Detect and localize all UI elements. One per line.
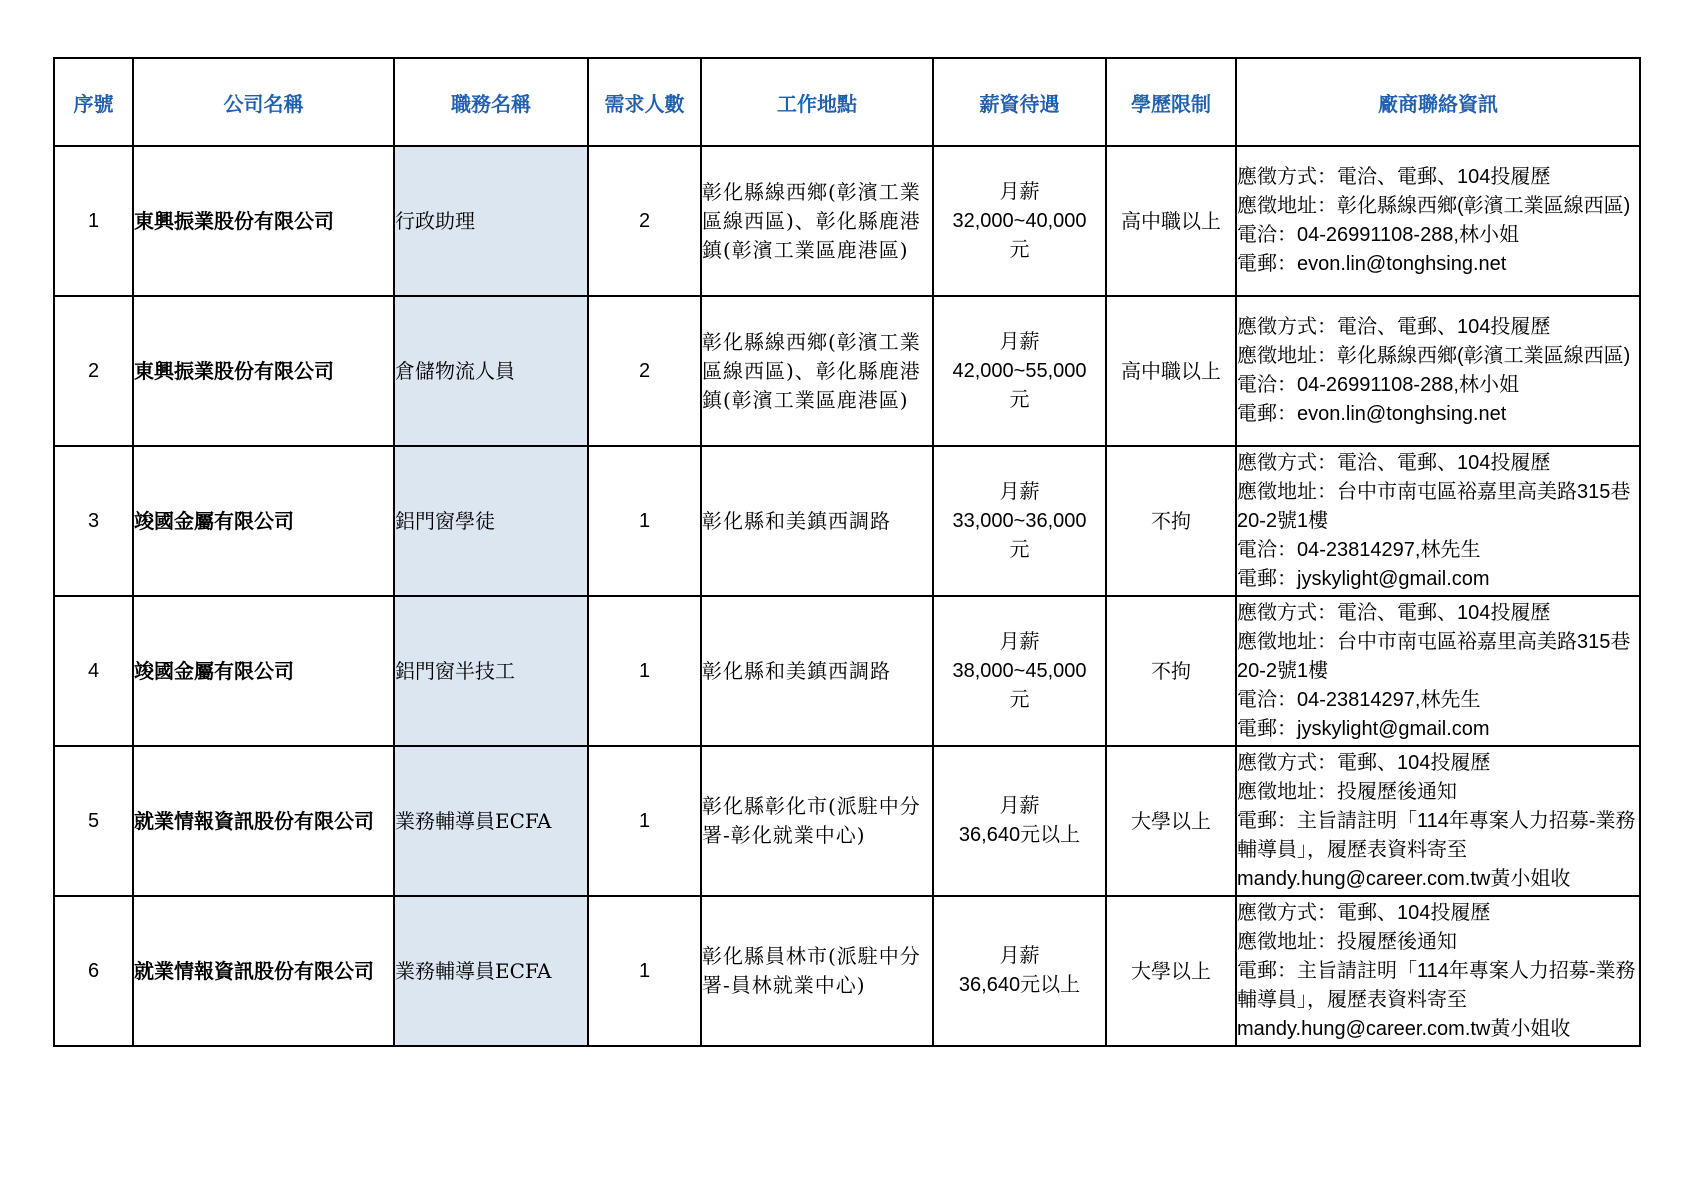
header-location: 工作地點 (701, 58, 933, 146)
contact-email: 電郵：evon.lin@tonghsing.net (1237, 253, 1507, 275)
contact-email: 電郵：主旨請註明「114年專案人力招募-業務輔導員」，履歷表資料寄至mandy.hung@career.com.tw黃小姐收 (1237, 809, 1636, 890)
salary-range: 32,000~40,000 (952, 209, 1087, 232)
contact-phone: 電洽：04-23814297,林先生 (1237, 688, 1481, 711)
contact-info (1236, 596, 1640, 746)
salary-unit: 元 (1009, 538, 1030, 561)
row-number: 1 (54, 146, 133, 296)
company-name: 竣國金屬有限公司 (133, 596, 394, 746)
header-no: 序號 (54, 58, 133, 146)
salary (933, 596, 1106, 746)
contact-method: 應徵方式：電洽、電郵、104投履歷 (1237, 601, 1551, 624)
contact-info (1236, 446, 1640, 596)
salary-unit: 元 (1009, 388, 1030, 411)
contact-info (1236, 146, 1640, 296)
job-title: 鋁門窗學徒 (394, 446, 588, 596)
job-title: 業務輔導員ECFA (394, 896, 588, 1046)
salary-label: 月薪 (999, 180, 1040, 203)
contact-address: 應徵地址：投履歷後通知 (1237, 930, 1457, 953)
salary-range: 38,000~45,000 (952, 659, 1087, 682)
contact-method: 應徵方式：電郵、104投履歷 (1237, 751, 1491, 774)
salary (933, 296, 1106, 446)
company-name: 就業情報資訊股份有限公司 (133, 896, 394, 1046)
table-row (54, 596, 1640, 746)
education-requirement: 大學以上 (1106, 746, 1236, 896)
contact-phone: 電洽：04-26991108-288,林小姐 (1237, 374, 1519, 396)
contact-info (1236, 746, 1640, 896)
work-location: 彰化縣彰化市(派駐中分署-彰化就業中心) (701, 746, 933, 896)
education-requirement: 大學以上 (1106, 896, 1236, 1046)
salary-label: 月薪 (999, 480, 1040, 503)
salary (933, 446, 1106, 596)
work-location: 彰化縣和美鎮西調路 (701, 596, 933, 746)
salary-label: 月薪 (999, 795, 1040, 817)
salary (933, 146, 1106, 296)
row-number: 3 (54, 446, 133, 596)
headcount: 1 (588, 746, 701, 896)
salary-unit: 元 (1009, 238, 1030, 261)
header-salary: 薪資待遇 (933, 58, 1106, 146)
headcount: 2 (588, 296, 701, 446)
contact-phone: 電洽：04-23814297,林先生 (1237, 538, 1481, 561)
contact-method: 應徵方式：電洽、電郵、104投履歷 (1237, 166, 1551, 188)
headcount: 1 (588, 896, 701, 1046)
company-name: 東興振業股份有限公司 (133, 296, 394, 446)
contact-phone: 電洽：04-26991108-288,林小姐 (1237, 224, 1519, 246)
salary-range: 33,000~36,000 (952, 509, 1087, 532)
job-listing-sheet (53, 57, 1639, 1047)
contact-info (1236, 896, 1640, 1046)
education-requirement: 不拘 (1106, 596, 1236, 746)
contact-address: 應徵地址：台中市南屯區裕嘉里高美路315巷20-2號1樓 (1237, 630, 1631, 682)
contact-address: 應徵地址：台中市南屯區裕嘉里高美路315巷20-2號1樓 (1237, 480, 1631, 532)
header-company: 公司名稱 (133, 58, 394, 146)
salary-label: 月薪 (999, 945, 1040, 967)
company-name: 東興振業股份有限公司 (133, 146, 394, 296)
table-row (54, 746, 1640, 896)
job-title: 業務輔導員ECFA (394, 746, 588, 896)
company-name: 竣國金屬有限公司 (133, 446, 394, 596)
table-row (54, 146, 1640, 296)
contact-address: 應徵地址：彰化縣線西鄉(彰濱工業區線西區) (1237, 195, 1631, 217)
education-requirement: 高中職以上 (1106, 146, 1236, 296)
headcount: 1 (588, 446, 701, 596)
contact-email: 電郵：jyskylight@gmail.com (1237, 567, 1490, 590)
table-row (54, 446, 1640, 596)
contact-method: 應徵方式：電洽、電郵、104投履歷 (1237, 316, 1551, 338)
salary-range: 42,000~55,000 (952, 359, 1087, 382)
salary (933, 896, 1106, 1046)
job-listing-table (53, 57, 1641, 1047)
header-count: 需求人數 (588, 58, 701, 146)
contact-address: 應徵地址：投履歷後通知 (1237, 780, 1457, 803)
table-header-row (54, 58, 1640, 146)
header-education: 學歷限制 (1106, 58, 1236, 146)
contact-address: 應徵地址：彰化縣線西鄉(彰濱工業區線西區) (1237, 345, 1631, 367)
header-title: 職務名稱 (394, 58, 588, 146)
headcount: 1 (588, 596, 701, 746)
contact-email: 電郵：evon.lin@tonghsing.net (1237, 403, 1507, 425)
contact-info (1236, 296, 1640, 446)
job-title: 行政助理 (394, 146, 588, 296)
education-requirement: 高中職以上 (1106, 296, 1236, 446)
contact-email: 電郵：主旨請註明「114年專案人力招募-業務輔導員」，履歷表資料寄至mandy.hung@career.com.tw黃小姐收 (1237, 959, 1636, 1040)
contact-method: 應徵方式：電洽、電郵、104投履歷 (1237, 451, 1551, 474)
salary-unit: 元 (1009, 688, 1030, 711)
work-location: 彰化縣線西鄉(彰濱工業區線西區)、彰化縣鹿港鎮(彰濱工業區鹿港區) (701, 146, 933, 296)
row-number: 2 (54, 296, 133, 446)
headcount: 2 (588, 146, 701, 296)
salary-label: 月薪 (999, 330, 1040, 353)
work-location: 彰化縣線西鄉(彰濱工業區線西區)、彰化縣鹿港鎮(彰濱工業區鹿港區) (701, 296, 933, 446)
row-number: 6 (54, 896, 133, 1046)
education-requirement: 不拘 (1106, 446, 1236, 596)
row-number: 4 (54, 596, 133, 746)
header-contact: 廠商聯絡資訊 (1236, 58, 1640, 146)
table-row (54, 896, 1640, 1046)
work-location: 彰化縣和美鎮西調路 (701, 446, 933, 596)
table-row (54, 296, 1640, 446)
contact-method: 應徵方式：電郵、104投履歷 (1237, 901, 1491, 924)
work-location: 彰化縣員林市(派駐中分署-員林就業中心) (701, 896, 933, 1046)
contact-email: 電郵：jyskylight@gmail.com (1237, 717, 1490, 740)
salary-range: 36,640元以上 (958, 974, 1081, 996)
job-title: 倉儲物流人員 (394, 296, 588, 446)
job-title: 鋁門窗半技工 (394, 596, 588, 746)
company-name: 就業情報資訊股份有限公司 (133, 746, 394, 896)
salary-range: 36,640元以上 (958, 824, 1081, 846)
salary-label: 月薪 (999, 630, 1040, 653)
salary (933, 746, 1106, 896)
row-number: 5 (54, 746, 133, 896)
